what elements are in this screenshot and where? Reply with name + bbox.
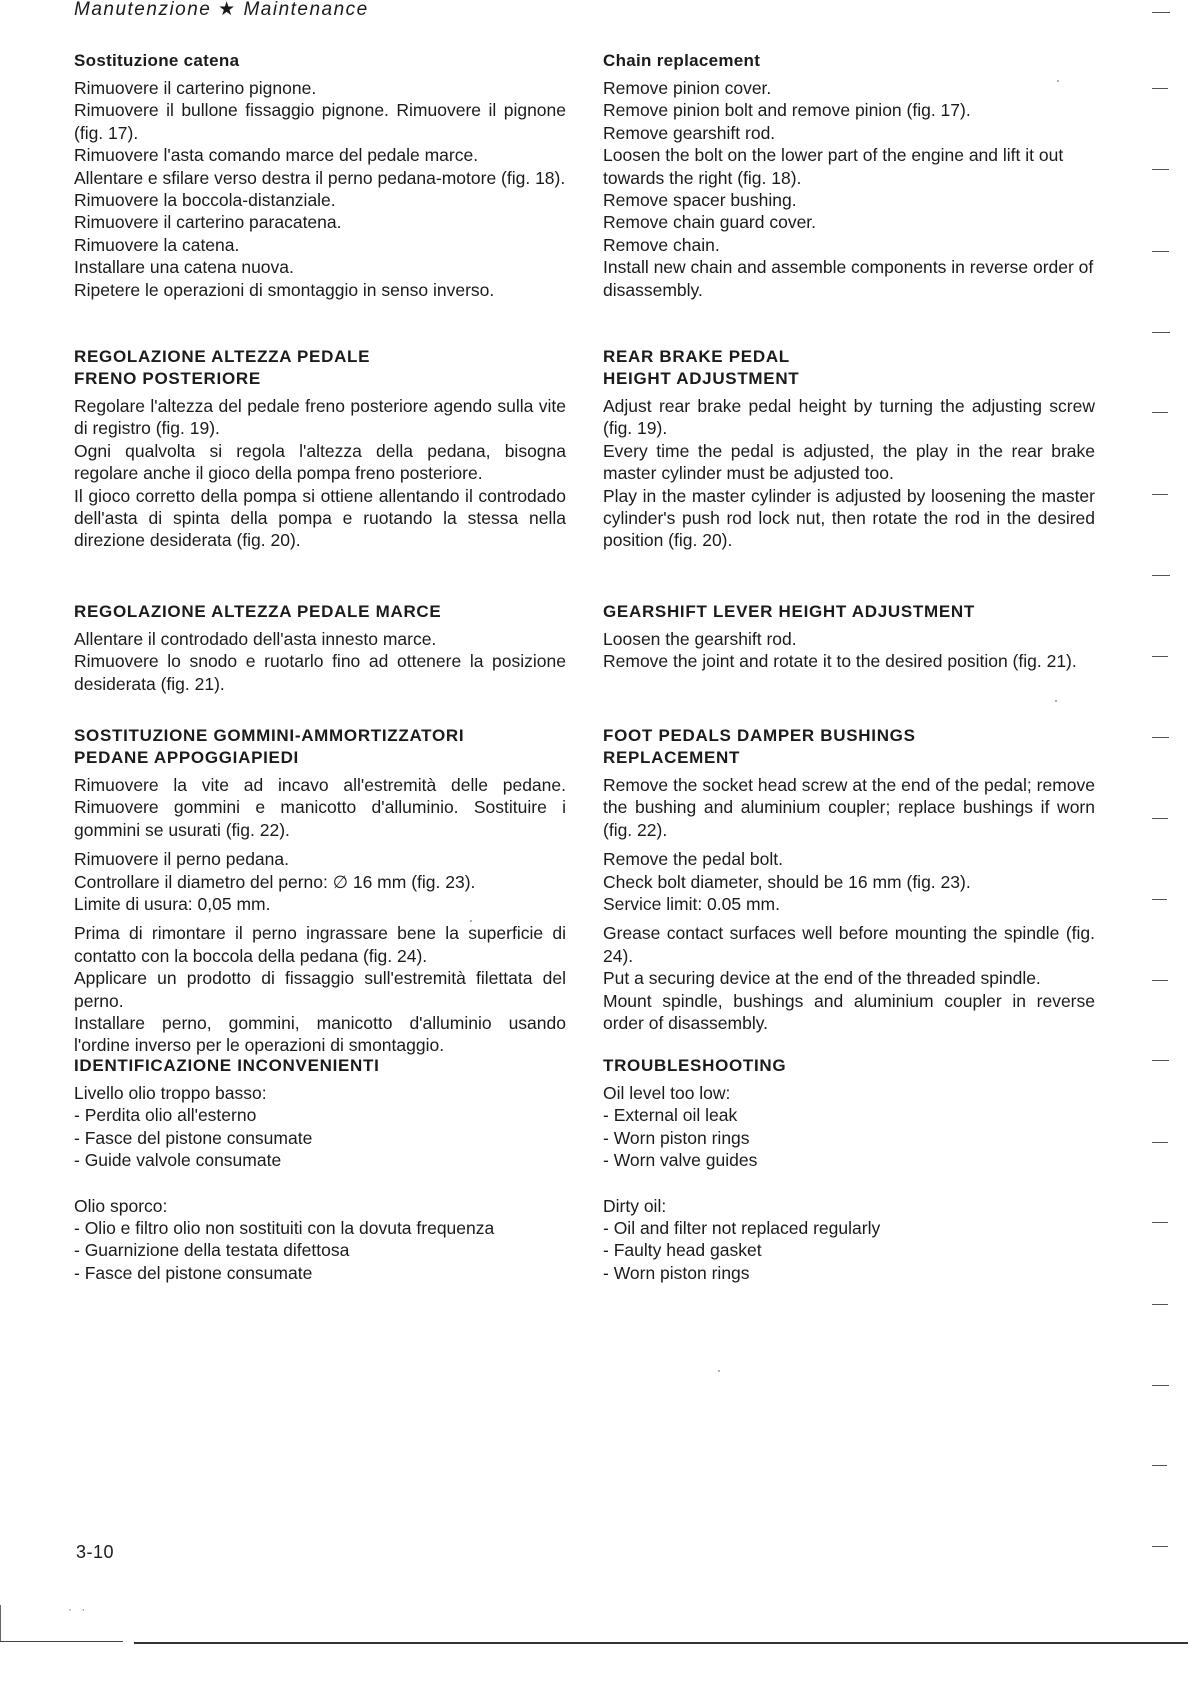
it-rubber-body	[74, 774, 566, 1057]
list-item: - Perdita olio all'esterno	[74, 1105, 257, 1126]
margin-mark	[1152, 332, 1170, 333]
scan-specks: · ·	[68, 1602, 89, 1616]
text-line: Service limit: 0.05 mm.	[603, 894, 780, 915]
title-line: HEIGHT ADJUSTMENT	[603, 369, 800, 388]
it-brake-title	[74, 346, 566, 390]
scan-speck	[470, 920, 472, 922]
paragraph	[603, 848, 1095, 915]
text-line: Rimuovere la catena.	[74, 234, 240, 255]
text-line: Rimuovere il carterino paracatena.	[74, 212, 342, 233]
text-line: Remove the joint and rotate it to the desired position (fig. 21).	[603, 651, 1077, 672]
scan-edge	[0, 1605, 1, 1642]
paragraph	[74, 922, 566, 1056]
title-line: PEDANE APPOGGIAPIEDI	[74, 748, 299, 767]
text-line: Rimuovere il carterino pignone.	[74, 78, 317, 98]
it-trouble-title: IDENTIFICAZIONE INCONVENIENTI	[74, 1056, 380, 1075]
text-line: Remove the pedal bolt.	[603, 849, 783, 870]
margin-mark	[1152, 169, 1169, 170]
scan-speck	[1057, 80, 1059, 82]
it-brake-body	[74, 395, 566, 552]
text-line: Remove spacer bushing.	[603, 190, 797, 211]
list-item: - Worn piston rings	[603, 1262, 750, 1283]
margin-mark	[1152, 1142, 1168, 1143]
it-trouble-section	[74, 1055, 566, 1284]
text-line: Rimuovere la boccola-distanziale.	[74, 190, 336, 211]
list-item: - Faulty head gasket	[603, 1240, 762, 1261]
title-line: REGOLAZIONE ALTEZZA PEDALE	[74, 347, 371, 366]
margin-mark	[1152, 1385, 1169, 1386]
title-line: FRENO POSTERIORE	[74, 369, 261, 388]
scan-speck	[718, 1370, 720, 1372]
list-item: - Worn piston rings	[603, 1127, 750, 1148]
text-line: Check bolt diameter, should be 16 mm (fig. 23).	[603, 871, 971, 892]
margin-mark	[1152, 575, 1170, 576]
it-rubber-title	[74, 725, 566, 769]
en-chain-title: Chain replacement	[603, 51, 761, 70]
en-trouble-title: TROUBLESHOOTING	[603, 1056, 787, 1075]
bottom-rule	[134, 1642, 1188, 1644]
en-chain-body	[603, 77, 1095, 301]
text-line: Adjust rear brake pedal height by turning the adjusting screw (fig. 19).	[603, 396, 1095, 439]
it-chain-title: Sostituzione catena	[74, 51, 240, 70]
paragraph	[603, 922, 1095, 1034]
text-line: Rimuovere il bullone fissaggio pignone. Rimuovere il pignone (fig. 17).	[74, 100, 566, 143]
list-item: - Olio e filtro olio non sostituiti con la dovuta frequenza	[74, 1218, 495, 1239]
it-gear-section	[74, 601, 566, 695]
text-line: Rimuovere l'asta comando marce del pedale marce.	[74, 145, 479, 166]
text-line: Controllare il diametro del perno: ∅ 16 mm (fig. 23).	[74, 871, 476, 892]
text-line: Olio sporco:	[74, 1195, 168, 1216]
en-chain-section	[603, 50, 1095, 301]
list-item: - Fasce del pistone consumate	[74, 1127, 313, 1148]
text-line: Applicare un prodotto di fissaggio sull'estremità filettata del perno.	[74, 968, 566, 1011]
title-line: REPLACEMENT	[603, 748, 741, 767]
text-line: Remove gearshift rod.	[603, 122, 776, 143]
en-rubber-section	[603, 725, 1095, 1034]
text-line: Limite di usura: 0,05 mm.	[74, 894, 271, 915]
bottom-rule	[0, 1641, 123, 1642]
en-gear-section	[603, 601, 1095, 673]
text-line: Installare una catena nuova.	[74, 257, 294, 278]
margin-mark	[1152, 1222, 1168, 1223]
paragraph	[603, 1195, 1095, 1285]
text-line: Every time the pedal is adjusted, the play in the rear brake master cylinder must be adjusted too.	[603, 440, 1095, 484]
list-item: - External oil leak	[603, 1105, 738, 1126]
text-line: Remove pinion bolt and remove pinion (fig. 17).	[603, 100, 971, 121]
list-item: - Fasce del pistone consumate	[74, 1262, 313, 1283]
text-line: Put a securing device at the end of the threaded spindle.	[603, 968, 1041, 989]
text-line: Allentare il controdado dell'asta innesto marce.	[74, 629, 437, 649]
it-chain-body	[74, 77, 566, 301]
text-line: Install new chain and assemble components in reverse order of disassembly.	[603, 257, 1094, 300]
en-rubber-body	[603, 774, 1095, 1034]
margin-mark	[1152, 656, 1168, 657]
en-trouble-body	[603, 1082, 1095, 1284]
list-item: - Guarnizione della testata difettosa	[74, 1240, 350, 1261]
text-line: Rimuovere il perno pedana.	[74, 849, 289, 870]
text-line: Loosen the gearshift rod.	[603, 629, 797, 649]
title-line: REAR BRAKE PEDAL	[603, 347, 790, 366]
text-line: Dirty oil:	[603, 1195, 667, 1216]
scan-speck	[1055, 700, 1057, 702]
margin-mark	[1152, 1304, 1168, 1305]
it-rubber-section	[74, 725, 566, 1057]
margin-mark	[1152, 818, 1168, 819]
text-line: Allentare e sfilare verso destra il perno pedana-motore (fig. 18).	[74, 167, 566, 188]
list-item: - Worn valve guides	[603, 1150, 758, 1171]
margin-mark	[1152, 980, 1168, 981]
paragraph	[74, 848, 566, 915]
text-line: Ripetere le operazioni di smontaggio in senso inverso.	[74, 279, 495, 300]
it-gear-title: REGOLAZIONE ALTEZZA PEDALE MARCE	[74, 602, 442, 621]
text-line: Livello olio troppo basso:	[74, 1083, 267, 1103]
margin-mark	[1152, 899, 1167, 900]
text-line: Remove pinion cover.	[603, 78, 772, 98]
text-line: Oil level too low:	[603, 1083, 731, 1103]
text-line: Installare perno, gommini, manicotto d'alluminio usando l'ordine inverso per le operazioni di smontaggio.	[74, 1013, 566, 1056]
text-line: Regolare l'altezza del pedale freno posteriore agendo sulla vite di registro (fig. 19).	[74, 396, 566, 439]
en-rubber-title	[603, 725, 1095, 769]
text-line: Play in the master cylinder is adjusted by loosening the master cylinder's push rod lock nut, then rotate the rod in the desired position (fig. 20).	[603, 485, 1095, 551]
list-item: - Oil and filter not replaced regularly	[603, 1218, 881, 1239]
text-line: Mount spindle, bushings and aluminium coupler in reverse order of disassembly.	[603, 990, 1095, 1034]
text-line: Grease contact surfaces well before mounting the spindle (fig. 24).	[603, 923, 1095, 966]
margin-mark	[1152, 12, 1170, 13]
margin-mark	[1152, 412, 1168, 413]
margin-mark	[1152, 494, 1168, 495]
en-gear-title: GEARSHIFT LEVER HEIGHT ADJUSTMENT	[603, 602, 975, 621]
title-line: FOOT PEDALS DAMPER BUSHINGS	[603, 726, 916, 745]
it-trouble-body	[74, 1082, 566, 1284]
margin-mark	[1152, 1465, 1167, 1466]
page-number: 3-10	[76, 1542, 115, 1562]
paragraph: Rimuovere la vite ad incavo all'estremità delle pedane. Rimuovere gommini e manicotto d'alluminio. Sostituire i gommini se usurati (fig. 22).	[74, 775, 566, 840]
list-item: - Guide valvole consumate	[74, 1150, 282, 1171]
en-brake-section	[603, 346, 1095, 552]
text-line: Remove chain guard cover.	[603, 212, 817, 233]
text-line: Rimuovere lo snodo e ruotarlo fino ad ottenere la posizione desiderata (fig. 21).	[74, 651, 566, 694]
text-line: Il gioco corretto della pompa si ottiene allentando il controdado dell'asta di spinta della pompa e ruotando la stessa nella direzione desiderata (fig. 20).	[74, 485, 566, 551]
text-line: Remove chain.	[603, 234, 720, 255]
margin-mark	[1152, 1060, 1169, 1061]
text-line: Ogni qualvolta si regola l'altezza della pedana, bisogna regolare anche il gioco della pompa freno posteriore.	[74, 440, 566, 484]
it-gear-body	[74, 628, 566, 695]
margin-mark	[1152, 737, 1169, 738]
en-gear-body	[603, 628, 1095, 673]
paragraph: Remove the socket head screw at the end of the pedal; remove the bushing and aluminium coupler; replace bushings if worn (fig. 22).	[603, 775, 1095, 840]
margin-mark	[1152, 251, 1169, 252]
en-brake-body	[603, 395, 1095, 552]
margin-mark	[1152, 88, 1168, 89]
running-header: Manutenzione ★ Maintenance	[74, 0, 369, 20]
text-line: Loosen the bolt on the lower part of the engine and lift it out towards the right (fig. 18).	[603, 145, 1064, 188]
en-brake-title	[603, 346, 1095, 390]
title-line: SOSTITUZIONE GOMMINI-AMMORTIZZATORI	[74, 726, 465, 745]
it-brake-section	[74, 346, 566, 552]
en-trouble-section	[603, 1055, 1095, 1284]
it-chain-section	[74, 50, 566, 301]
text-line: Prima di rimontare il perno ingrassare bene la superficie di contatto con la boccola della pedana (fig. 24).	[74, 923, 566, 966]
margin-mark	[1152, 1546, 1168, 1547]
paragraph	[74, 1195, 566, 1285]
